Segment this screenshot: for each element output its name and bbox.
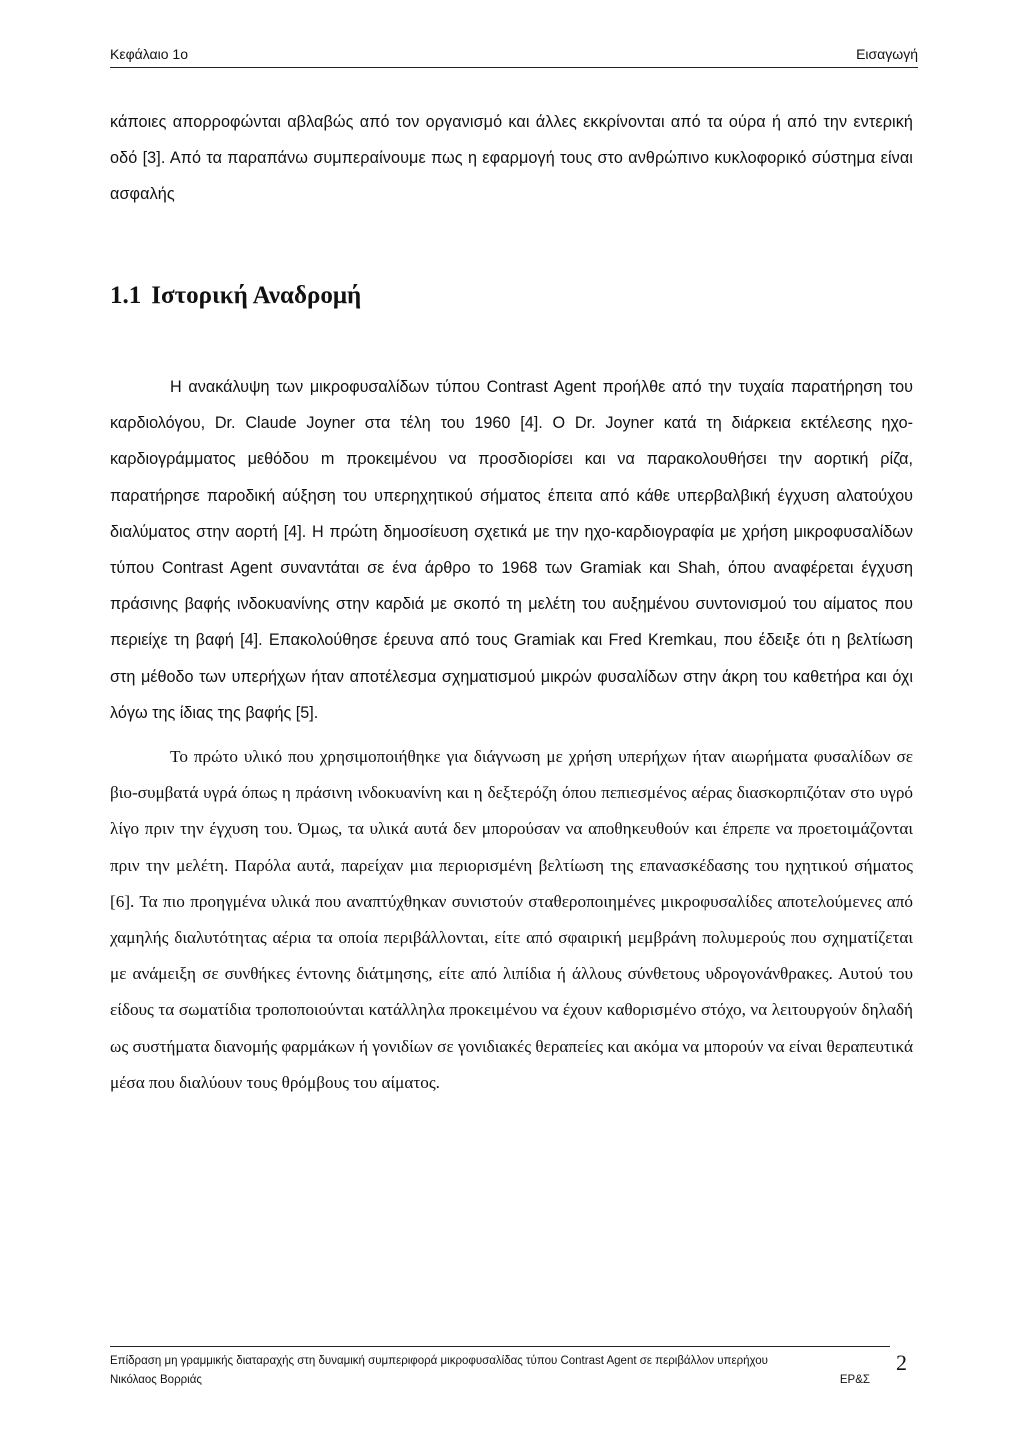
section-body	[110, 369, 913, 1101]
section-number: 1.1	[110, 282, 142, 309]
header-chapter: Κεφάλαιο 1ο	[110, 46, 188, 62]
footer-thesis-title: Επίδραση μη γραμμικής διαταραχής στη δυναμική συμπεριφορά μικροφυσαλίδας τύπου Contrast Agent σε περιβάλλον υπερήχου	[110, 1355, 768, 1367]
intro-block	[110, 104, 913, 213]
paragraph-history: Η ανακάλυψη των μικροφυσαλίδων τύπου Contrast Agent προήλθε από την τυχαία παρατήρηση του καρδιολόγου, Dr. Claude Joyner στα τέλη του 1960 [4]. Ο Dr. Joyner κατά τη διάρκεια εκτέλεσης ηχο-καρδιογράμματος μεθόδου m προκειμένου να προσδιορίσει και να παρακολουθήσει την αορτική ρίζα, παρατήρησε παροδική αύξηση του υπερηχητικού σήματος έπειτα από κάθε υπερβαλβική έγχυση αλατούχου διαλύματος στην αορτή [4]. Η πρώτη δημοσίευση σχετικά με την ηχο-καρδιογραφία με χρήση μικροφυσαλίδων τύπου Contrast Agent συναντάται σε ένα άρθρο το 1968 των Gramiak και Shah, όπου αναφέρεται έγχυση πράσινης βαφής ινδοκυανίνης στην καρδιά με σκοπό τη μελέτη του αυξημένου συντονισμού του αίματος που περιείχε τη βαφή [4]. Επακολούθησε έρευνα από τους Gramiak και Fred Kremkau, που έδειξε ότι η βελτίωση στη μέθοδο των υπερήχων ήταν αποτέλεσμα σχηματισμού μικρών φυσαλίδων στην άκρη του καθετήρα και όχι λόγω της ίδιας της βαφής [5].	[110, 378, 913, 722]
section-heading	[110, 282, 361, 310]
section-title: Ιστορική Αναδρομή	[151, 282, 362, 309]
header-section: Εισαγωγή	[856, 46, 918, 62]
header-divider	[110, 67, 918, 68]
footer-divider	[110, 1346, 890, 1347]
intro-paragraph: κάποιες απορροφώνται αβλαβώς από τον οργανισμό και άλλες εκκρίνονται από τα ούρα ή από την εντερική οδό [3]. Από τα παραπάνω συμπεραίνουμε πως η εφαρμογή τους στο ανθρώπινο κυκλοφορικό σύστημα είναι ασφαλής	[110, 113, 913, 204]
page-footer	[110, 1352, 918, 1386]
page-number: 2	[896, 1350, 907, 1375]
footer-author: Νικόλαος Βορριάς	[110, 1374, 202, 1386]
paragraph-materials: Το πρώτο υλικό που χρησιμοποιήθηκε για διάγνωση με χρήση υπερήχων ήταν αιωρήματα φυσαλίδων σε βιο-συμβατά υγρά όπως η πράσινη ινδοκυανίνη και η δεξτερόζη όπου πεπιεσμένος αέρας διασκορπιζόταν στο υγρό λίγο πριν την έγχυση του. Όμως, τα υλικά αυτά δεν μπορούσαν να αποθηκευθούν και έπρεπε να προετοιμάζονται πριν την μελέτη. Παρόλα αυτά, παρείχαν μια περιορισμένη βελτίωση της επανασκέδασης του ηχητικού σήματος [6]. Τα πιο προηγμένα υλικά που αναπτύχθηκαν συνιστούν σταθεροποιημένες μικροφυσαλίδες αποτελούμενες από χαμηλής διαλυτότητας αέρια τα οποία περιβάλλονται, είτε από σφαιρική μεμβράνη πολυμερούς που σχηματίζεται με ανάμειξη σε συνθήκες έντονης διάτμησης, είτε από λιπίδια ή άλλους σύνθετους υδρογονάνθρακες. Αυτού του είδους τα σωματίδια τροποποιούνται κατάλληλα προκειμένου να έχουν καθορισμένο στόχο, να λειτουργούν δηλαδή ως συστήματα διανομής φαρμάκων ή γονιδίων σε γονιδιακές θεραπείες και ακόμα να μπορούν να είναι θεραπευτικά μέσα που διαλύουν τους θρόμβους του αίματος.	[110, 747, 913, 1092]
page-header	[110, 46, 918, 68]
footer-institution: ΕΡ&Σ	[839, 1374, 870, 1386]
